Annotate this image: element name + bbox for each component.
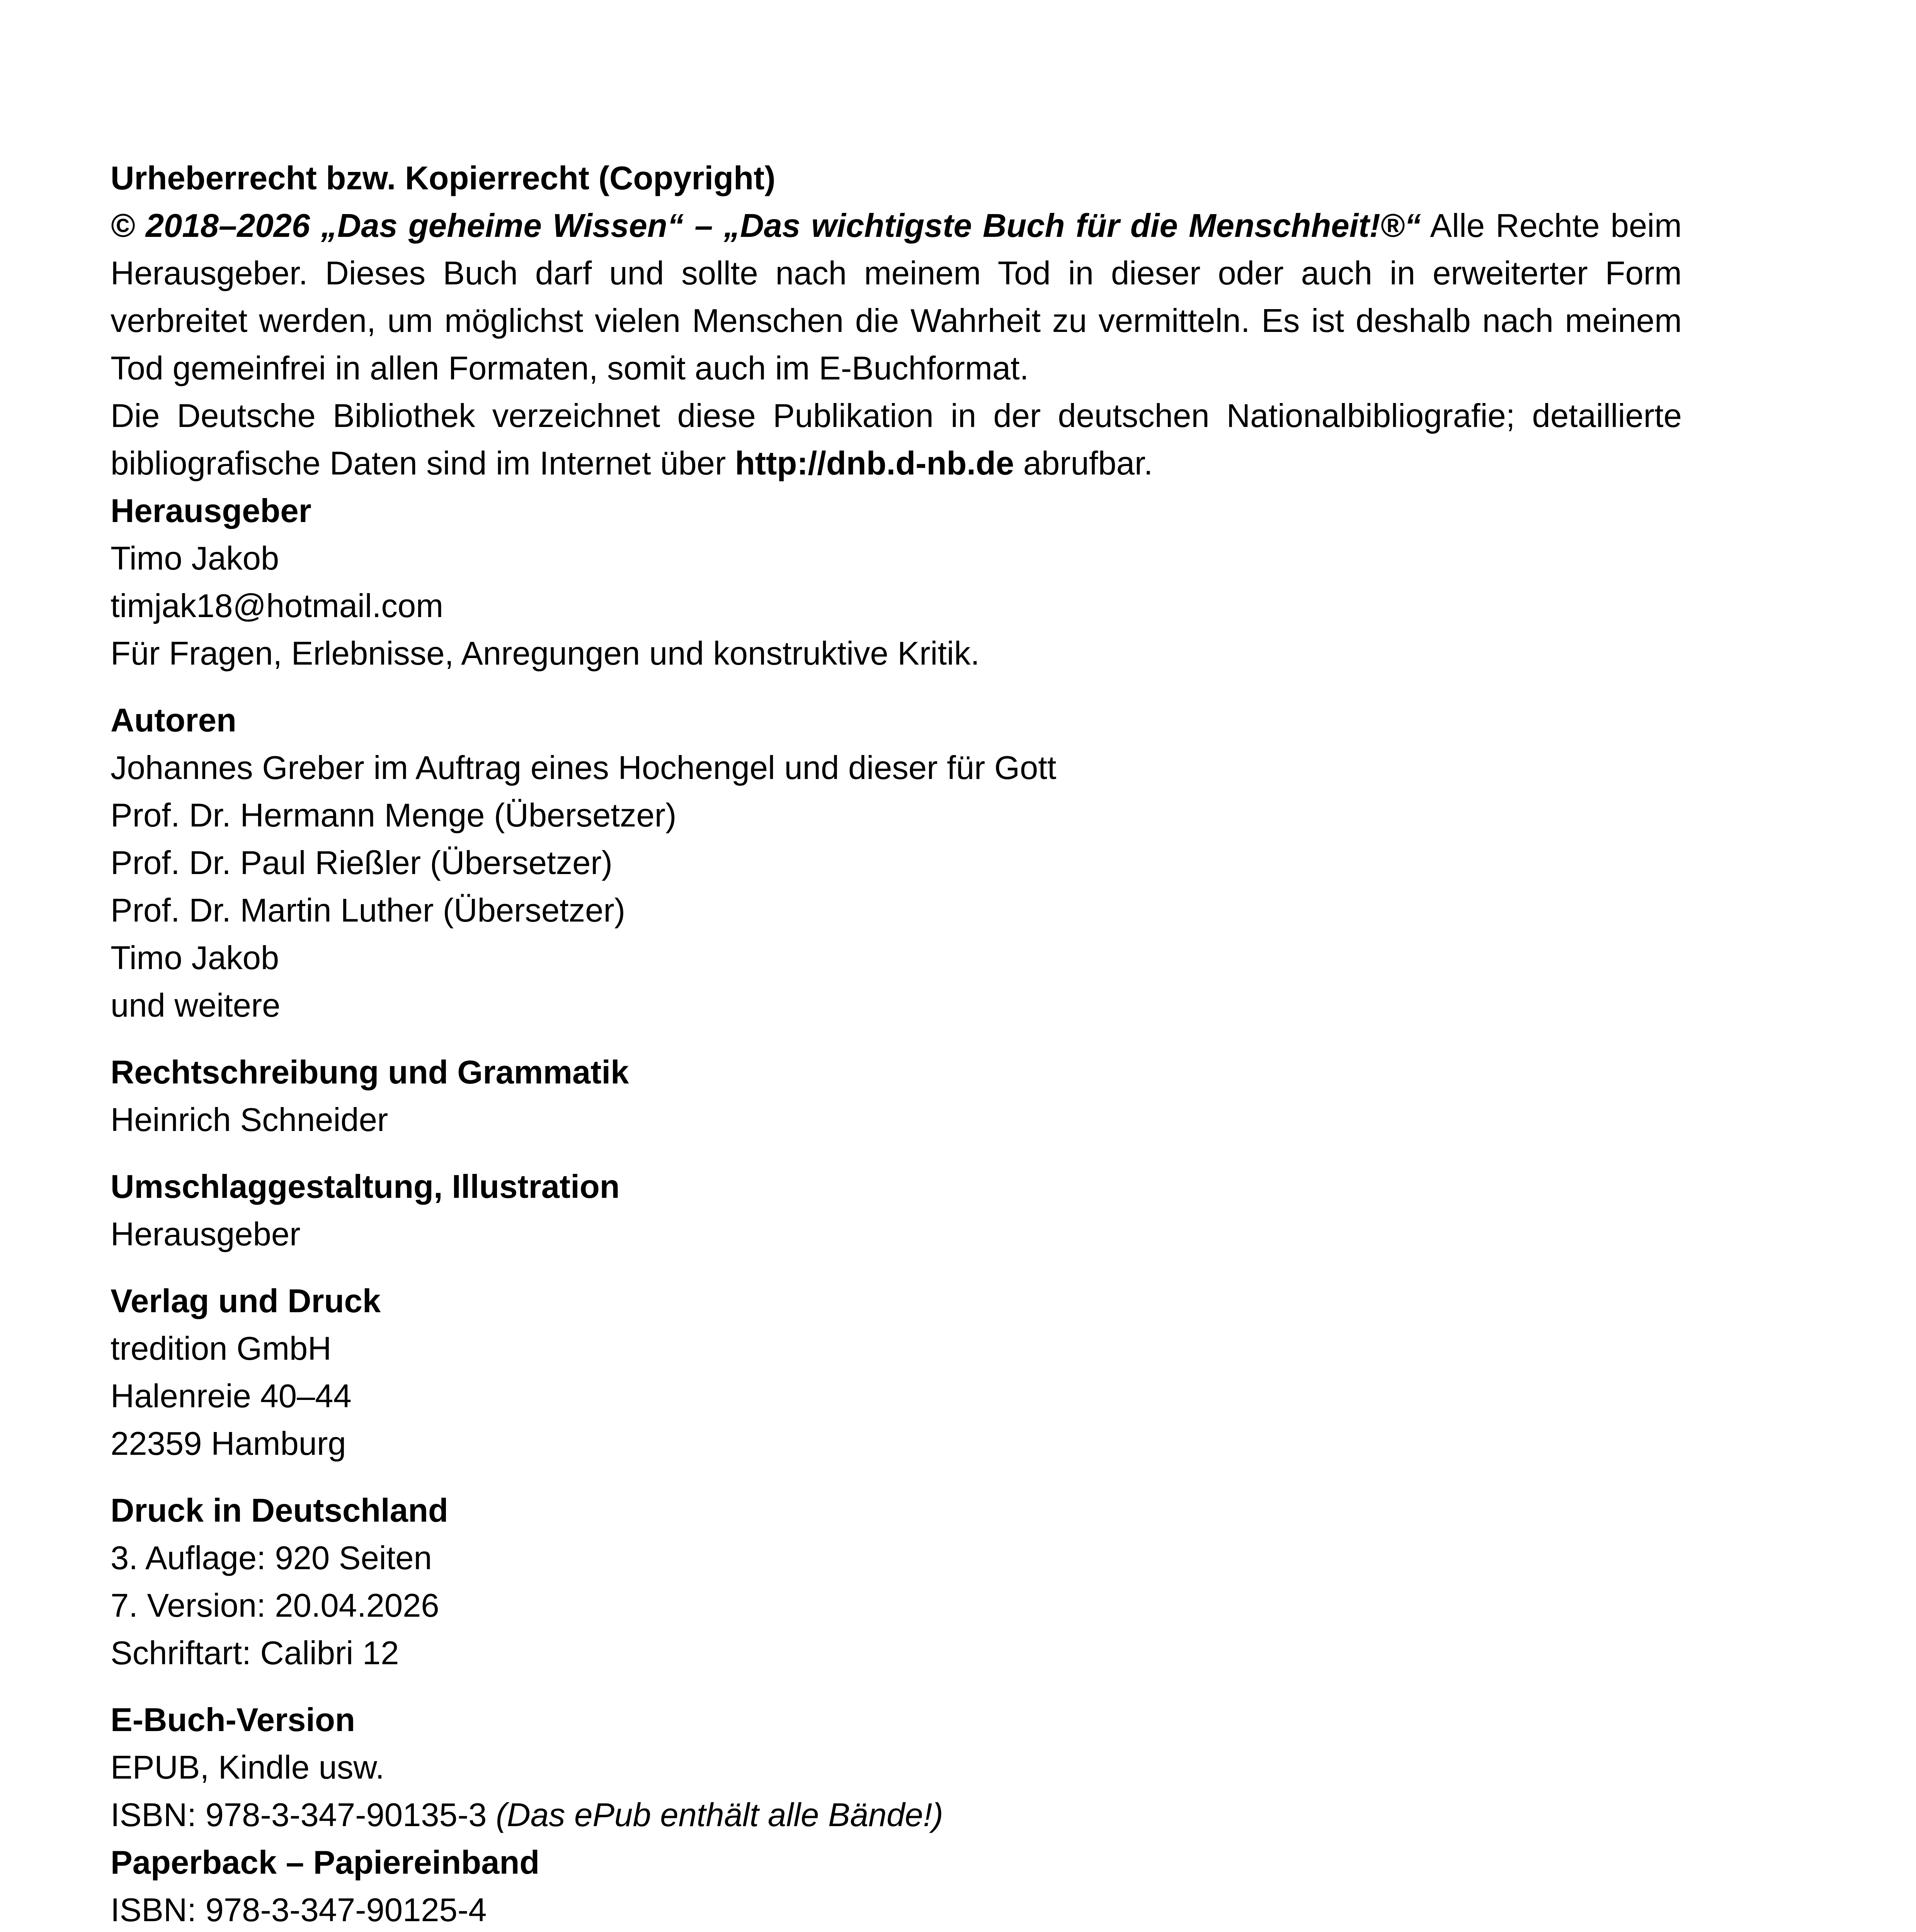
- copyright-lead: © 2018–2026 „Das geheime Wissen“ – „Das wichtigste Buch für die Menschheit!®“: [111, 207, 1421, 244]
- dnb-text: Die Deutsche Bibliothek verzeichnet diese Publikation in der deutschen Nationalbibliografie; detaillierte bibliografische Daten sind im Internet über: [111, 398, 1682, 482]
- ebook-formats: EPUB, Kindle usw.: [111, 1749, 385, 1786]
- author-line: und weitere: [111, 987, 281, 1024]
- ebook-isbn: ISBN: 978-3-347-90135-3: [111, 1797, 496, 1833]
- heading-autoren: Autoren: [111, 702, 237, 739]
- section-druck: [111, 1487, 1682, 1677]
- print-info-line: Schriftart: Calibri 12: [111, 1635, 399, 1672]
- author-line: Johannes Greber im Auftrag eines Hochengel und dieser für Gott: [111, 750, 1057, 786]
- heading-rechtschreibung: Rechtschreibung und Grammatik: [111, 1054, 629, 1091]
- section-editions: [111, 1696, 1682, 1932]
- cover-designer: Herausgeber: [111, 1216, 301, 1253]
- print-info-line: 7. Version: 20.04.2026: [111, 1587, 439, 1624]
- address-line: tredition GmbH: [111, 1330, 332, 1367]
- section-autoren: [111, 697, 1682, 1029]
- section-rechtschreibung: [111, 1049, 1682, 1144]
- publisher-note: Für Fragen, Erlebnisse, Anregungen und konstruktive Kritik.: [111, 635, 980, 672]
- section-umschlag: [111, 1163, 1682, 1258]
- author-line: Timo Jakob: [111, 940, 279, 976]
- ebook-isbn-note: (Das ePub enthält alle Bände!): [496, 1797, 943, 1833]
- page-title: Urheberrecht bzw. Kopierrecht (Copyright): [111, 160, 776, 197]
- address-line: 22359 Hamburg: [111, 1425, 346, 1462]
- copyright-paragraph: [111, 202, 1682, 392]
- copyright-text: Alle Rechte beim Herausgeber. Dieses Buch darf und sollte nach meinem Tod in dieser oder auch in erweiterter Form verbreitet werden, um möglichst vielen Menschen die Wahrheit zu vermitteln. Es ist deshalb nach meinem Tod gemeinfrei in allen Formaten, somit auch im E-Buchformat.: [111, 207, 1682, 387]
- publisher-name: Timo Jakob: [111, 540, 279, 577]
- dnb-paragraph: [111, 392, 1682, 487]
- publisher-email[interactable]: timjak18@hotmail.com: [111, 588, 443, 624]
- author-line: Prof. Dr. Martin Luther (Übersetzer): [111, 892, 626, 929]
- heading-ebook: E-Buch-Version: [111, 1702, 355, 1738]
- dnb-link[interactable]: http://dnb.d-nb.de: [735, 445, 1014, 482]
- imprint-content: [111, 155, 1682, 1932]
- print-info-line: 3. Auflage: 920 Seiten: [111, 1540, 432, 1577]
- dnb-text-end: abrufbar.: [1014, 445, 1153, 482]
- author-line: Prof. Dr. Paul Rießler (Übersetzer): [111, 845, 613, 881]
- section-herausgeber: [111, 487, 1682, 677]
- ebook-isbn-line: [111, 1791, 1682, 1839]
- section-verlag: [111, 1277, 1682, 1468]
- paperback-isbn: ISBN: 978-3-347-90125-4: [111, 1892, 487, 1929]
- heading-umschlag: Umschlaggestaltung, Illustration: [111, 1168, 620, 1205]
- proofreader-name: Heinrich Schneider: [111, 1102, 388, 1138]
- heading-paperback: Paperback – Papiereinband: [111, 1844, 540, 1881]
- heading-herausgeber: Herausgeber: [111, 493, 311, 529]
- address-line: Halenreie 40–44: [111, 1378, 352, 1415]
- heading-verlag: Verlag und Druck: [111, 1283, 381, 1320]
- author-line: Prof. Dr. Hermann Menge (Übersetzer): [111, 797, 677, 834]
- heading-druck: Druck in Deutschland: [111, 1492, 448, 1529]
